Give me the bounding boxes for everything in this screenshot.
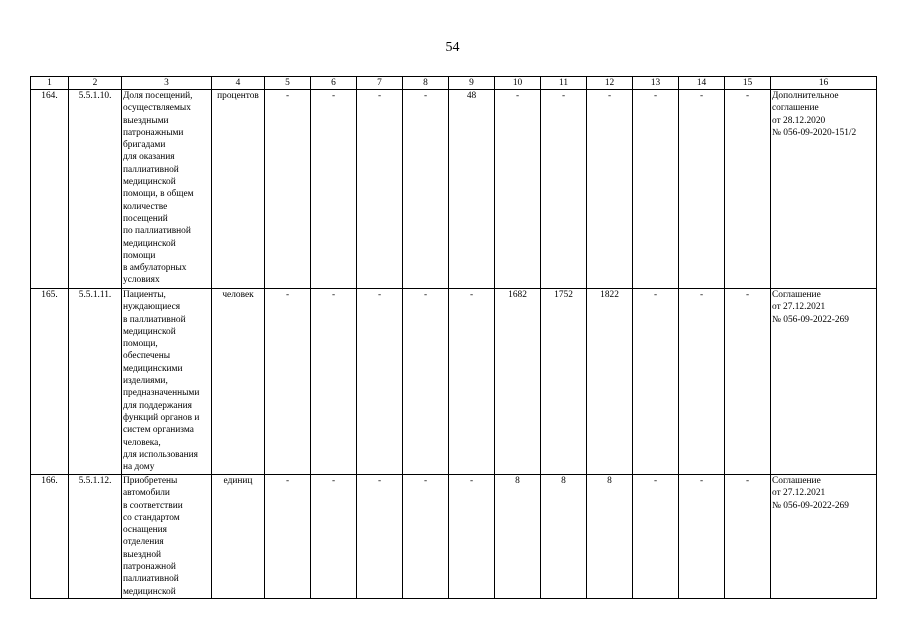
column-header: 6 [311, 77, 357, 90]
page-number: 54 [445, 40, 460, 55]
agreement-reference: Соглашение от 27.12.2021 № 056-09-2022-269 [771, 289, 877, 475]
table-row [31, 289, 877, 475]
column-header: 4 [212, 77, 265, 90]
row-number: 166. [31, 475, 69, 599]
column-header: 1 [31, 77, 69, 90]
value-cell: - [587, 90, 633, 289]
item-code: 5.5.1.10. [69, 90, 122, 289]
agreement-reference: Дополнительное соглашение от 28.12.2020 № 056-09-2020-151/2 [771, 90, 877, 289]
table-row [31, 90, 877, 289]
value-cell: 1752 [541, 289, 587, 475]
value-cell: 1822 [587, 289, 633, 475]
value-cell: 8 [495, 475, 541, 599]
agreement-reference: Соглашение от 27.12.2021 № 056-09-2022-269 [771, 475, 877, 599]
column-header: 11 [541, 77, 587, 90]
value-cell: - [449, 475, 495, 599]
value-cell: 48 [449, 90, 495, 289]
value-cell: - [541, 90, 587, 289]
value-cell: - [357, 289, 403, 475]
header-row [31, 77, 877, 90]
value-cell: - [265, 475, 311, 599]
row-number: 164. [31, 90, 69, 289]
value-cell: - [633, 289, 679, 475]
value-cell: - [633, 475, 679, 599]
value-cell: - [265, 289, 311, 475]
column-header: 2 [69, 77, 122, 90]
value-cell: 1682 [495, 289, 541, 475]
value-cell: - [495, 90, 541, 289]
value-cell: 8 [587, 475, 633, 599]
unit: процентов [212, 90, 265, 289]
column-header: 9 [449, 77, 495, 90]
column-header: 12 [587, 77, 633, 90]
value-cell: - [311, 475, 357, 599]
value-cell: 8 [541, 475, 587, 599]
column-header: 10 [495, 77, 541, 90]
value-cell: - [725, 90, 771, 289]
column-header: 14 [679, 77, 725, 90]
column-header: 8 [403, 77, 449, 90]
value-cell: - [633, 90, 679, 289]
column-header: 7 [357, 77, 403, 90]
value-cell: - [357, 475, 403, 599]
unit: единиц [212, 475, 265, 599]
value-cell: - [311, 90, 357, 289]
indicator-name: Доля посещений, осуществляемых выездными патронажными бригадами для оказания паллиативной медицинской помощи, в общем количестве посещений по паллиативной медицинской помощи в амбулаторных условиях [122, 90, 212, 289]
item-code: 5.5.1.11. [69, 289, 122, 475]
table-row [31, 475, 877, 599]
value-cell: - [679, 475, 725, 599]
value-cell: - [403, 475, 449, 599]
value-cell: - [311, 289, 357, 475]
column-header: 5 [265, 77, 311, 90]
value-cell: - [403, 90, 449, 289]
column-header: 13 [633, 77, 679, 90]
value-cell: - [725, 475, 771, 599]
row-number: 165. [31, 289, 69, 475]
value-cell: - [679, 90, 725, 289]
column-header: 15 [725, 77, 771, 90]
indicator-name: Пациенты, нуждающиеся в паллиативной медицинской помощи, обеспечены медицинскими изделиями, предназначенными для поддержания функций органов и систем организма человека, для использования на дому [122, 289, 212, 475]
value-cell: - [403, 289, 449, 475]
item-code: 5.5.1.12. [69, 475, 122, 599]
value-cell: - [449, 289, 495, 475]
value-cell: - [357, 90, 403, 289]
indicators-table [30, 76, 877, 599]
value-cell: - [679, 289, 725, 475]
column-header: 3 [122, 77, 212, 90]
unit: человек [212, 289, 265, 475]
value-cell: - [265, 90, 311, 289]
value-cell: - [725, 289, 771, 475]
column-header: 16 [771, 77, 877, 90]
indicator-name: Приобретены автомобили в соответствии со стандартом оснащения отделения выездной патронажной паллиативной медицинской [122, 475, 212, 599]
